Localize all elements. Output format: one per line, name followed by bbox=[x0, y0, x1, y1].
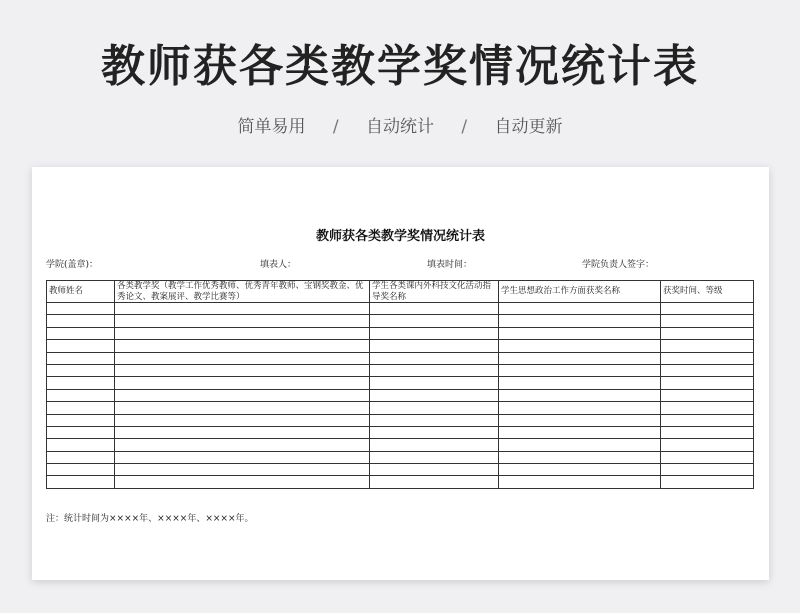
table-cell[interactable] bbox=[115, 340, 370, 352]
table-cell[interactable] bbox=[115, 352, 370, 364]
table-cell[interactable] bbox=[370, 439, 499, 451]
fill-time-label: 填表时间： bbox=[427, 260, 473, 270]
table-cell[interactable] bbox=[370, 402, 499, 414]
table-row bbox=[47, 352, 754, 364]
award-table bbox=[46, 280, 754, 489]
table-cell[interactable] bbox=[47, 402, 115, 414]
table-cell[interactable] bbox=[370, 340, 499, 352]
table-cell[interactable] bbox=[115, 402, 370, 414]
table-cell[interactable] bbox=[370, 476, 499, 488]
table-cell[interactable] bbox=[661, 426, 754, 438]
table-cell[interactable] bbox=[370, 352, 499, 364]
table-cell[interactable] bbox=[370, 414, 499, 426]
table-cell[interactable] bbox=[499, 364, 661, 376]
table-row bbox=[47, 426, 754, 438]
table-cell[interactable] bbox=[499, 476, 661, 488]
table-cell[interactable] bbox=[499, 303, 661, 315]
table-cell[interactable] bbox=[370, 303, 499, 315]
table-cell[interactable] bbox=[115, 414, 370, 426]
table-cell[interactable] bbox=[47, 303, 115, 315]
header-political-work-awards: 学生思想政治工作方面获奖名称 bbox=[499, 281, 661, 303]
table-cell[interactable] bbox=[661, 389, 754, 401]
table-row bbox=[47, 327, 754, 339]
table-cell[interactable] bbox=[499, 402, 661, 414]
table-cell[interactable] bbox=[661, 303, 754, 315]
table-row bbox=[47, 402, 754, 414]
table-row bbox=[47, 340, 754, 352]
table-cell[interactable] bbox=[499, 389, 661, 401]
feature-tag-auto-update: 自动更新 bbox=[494, 117, 563, 137]
table-cell[interactable] bbox=[661, 352, 754, 364]
table-cell[interactable] bbox=[47, 476, 115, 488]
table-cell[interactable] bbox=[661, 451, 754, 463]
header-teacher-name: 教师姓名 bbox=[47, 281, 115, 303]
table-cell[interactable] bbox=[661, 414, 754, 426]
table-row bbox=[47, 377, 754, 389]
table-cell[interactable] bbox=[115, 439, 370, 451]
table-cell[interactable] bbox=[661, 327, 754, 339]
table-cell[interactable] bbox=[499, 327, 661, 339]
table-row bbox=[47, 439, 754, 451]
table-cell[interactable] bbox=[499, 426, 661, 438]
table-cell[interactable] bbox=[47, 439, 115, 451]
table-cell[interactable] bbox=[47, 377, 115, 389]
table-cell[interactable] bbox=[115, 364, 370, 376]
table-cell[interactable] bbox=[115, 377, 370, 389]
table-cell[interactable] bbox=[115, 451, 370, 463]
header-award-time-level: 获奖时间、等级 bbox=[661, 281, 754, 303]
hero-title: 教师获各类教学奖情况统计表 bbox=[101, 41, 699, 92]
table-row bbox=[47, 315, 754, 327]
table-cell[interactable] bbox=[661, 439, 754, 451]
table-cell[interactable] bbox=[47, 464, 115, 476]
table-body bbox=[47, 303, 754, 489]
table-row bbox=[47, 303, 754, 315]
document-sheet bbox=[32, 167, 769, 580]
table-cell[interactable] bbox=[499, 439, 661, 451]
header-student-guidance-awards: 学生各类课内外科技文化活动指导奖名称 bbox=[370, 281, 499, 303]
table-cell[interactable] bbox=[47, 327, 115, 339]
table-cell[interactable] bbox=[115, 327, 370, 339]
table-header-row bbox=[47, 281, 754, 303]
feature-tags bbox=[0, 112, 800, 137]
tag-separator: / bbox=[461, 117, 468, 137]
table-row bbox=[47, 451, 754, 463]
table-cell[interactable] bbox=[370, 327, 499, 339]
table-cell[interactable] bbox=[499, 451, 661, 463]
table-cell[interactable] bbox=[661, 315, 754, 327]
table-row bbox=[47, 414, 754, 426]
table-cell[interactable] bbox=[499, 352, 661, 364]
table-cell[interactable] bbox=[661, 364, 754, 376]
table-cell[interactable] bbox=[47, 364, 115, 376]
table-cell[interactable] bbox=[499, 340, 661, 352]
table-cell[interactable] bbox=[661, 476, 754, 488]
table-cell[interactable] bbox=[370, 426, 499, 438]
table-cell[interactable] bbox=[47, 340, 115, 352]
document-title: 教师获各类教学奖情况统计表 bbox=[315, 229, 485, 244]
header-teaching-awards: 各类教学奖（教学工作优秀教师、优秀青年教师、宝钢奖教金、优秀论文、教案展评、教学比赛等） bbox=[115, 281, 370, 303]
table-cell[interactable] bbox=[499, 315, 661, 327]
table-cell[interactable] bbox=[661, 464, 754, 476]
table-cell[interactable] bbox=[115, 476, 370, 488]
table-cell[interactable] bbox=[115, 464, 370, 476]
table-cell[interactable] bbox=[370, 464, 499, 476]
table-cell[interactable] bbox=[499, 377, 661, 389]
table-cell[interactable] bbox=[47, 414, 115, 426]
table-cell[interactable] bbox=[47, 315, 115, 327]
head-sign-label: 学院负责人签字： bbox=[582, 260, 655, 270]
college-stamp-label: 学院(盖章)： bbox=[46, 260, 99, 270]
table-cell[interactable] bbox=[661, 377, 754, 389]
table-cell[interactable] bbox=[370, 364, 499, 376]
table-cell[interactable] bbox=[370, 389, 499, 401]
table-row bbox=[47, 364, 754, 376]
statistics-note: 注：统计时间为××××年、××××年、××××年。 bbox=[46, 514, 254, 524]
feature-tag-easy: 简单易用 bbox=[237, 117, 306, 137]
table-cell[interactable] bbox=[47, 451, 115, 463]
table-cell[interactable] bbox=[370, 377, 499, 389]
tag-separator: / bbox=[332, 117, 339, 137]
table-row bbox=[47, 464, 754, 476]
table-cell[interactable] bbox=[47, 352, 115, 364]
table-cell[interactable] bbox=[370, 451, 499, 463]
table-row bbox=[47, 389, 754, 401]
table-cell[interactable] bbox=[499, 464, 661, 476]
table-row bbox=[47, 476, 754, 488]
table-cell[interactable] bbox=[47, 389, 115, 401]
table-cell[interactable] bbox=[499, 414, 661, 426]
table-cell[interactable] bbox=[661, 402, 754, 414]
table-cell[interactable] bbox=[115, 426, 370, 438]
filler-label: 填表人： bbox=[260, 260, 297, 270]
table-cell[interactable] bbox=[47, 426, 115, 438]
table-cell[interactable] bbox=[115, 315, 370, 327]
table-cell[interactable] bbox=[661, 340, 754, 352]
table-cell[interactable] bbox=[370, 315, 499, 327]
feature-tag-auto-stat: 自动统计 bbox=[366, 117, 434, 137]
table-cell[interactable] bbox=[115, 303, 370, 315]
table-cell[interactable] bbox=[115, 389, 370, 401]
